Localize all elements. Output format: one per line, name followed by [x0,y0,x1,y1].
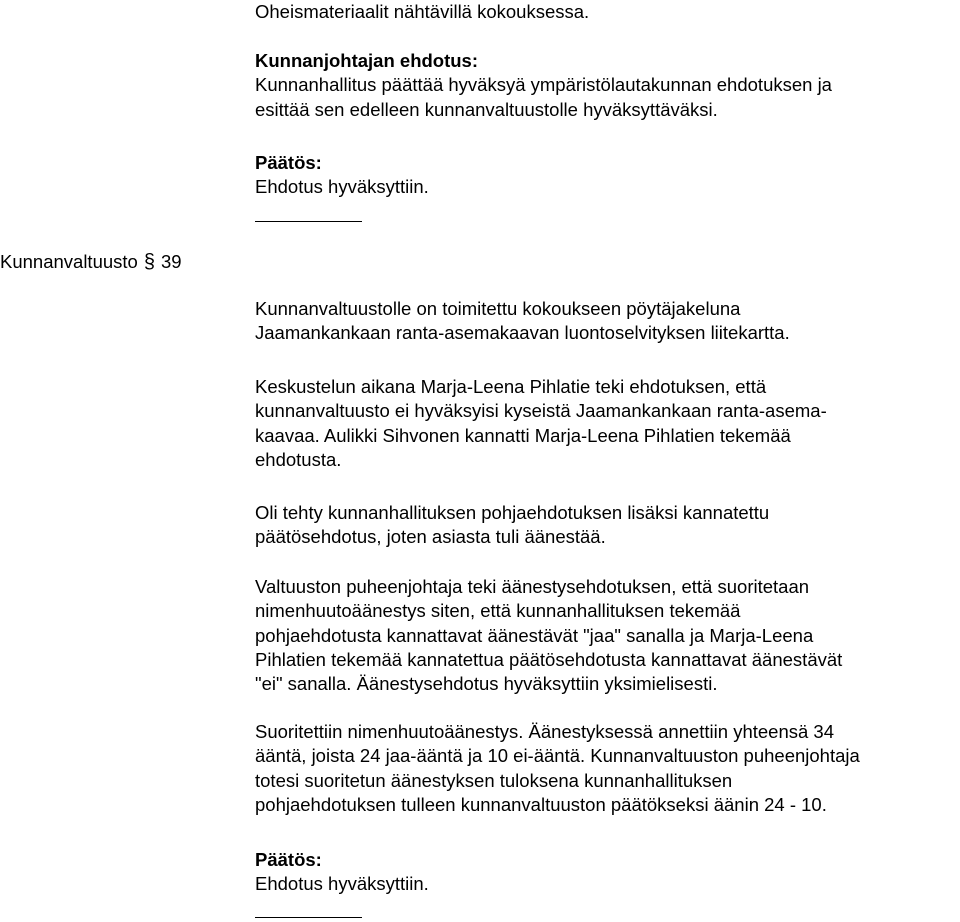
proposal-line: esittää sen edelleen kunnanvaltuustolle hyväksyttäväksi. [255,98,718,120]
proposal-heading: Kunnanjohtajan ehdotus: [255,50,479,71]
section-label [0,248,182,276]
section-body-name: Kunnanvaltuusto [0,251,138,272]
paragraph [255,501,960,550]
paragraph-line: kunnanvaltuusto ei hyväksyisi kyseistä Jaamankankaan ranta-asema- [255,400,827,422]
paragraph [255,375,960,472]
separator-rule [255,917,362,918]
decision-heading: Päätös: [255,849,322,870]
paragraph-line: pohjaehdotusta kannattavat äänestävät "jaa" sanalla ja Marja-Leena [255,624,814,646]
paragraph-line: Suoritettiin nimenhuutoäänestys. Äänestyksessä annettiin yhteensä 34 [255,721,835,742]
section-sign-icon: § [143,251,155,273]
decision-block [255,848,960,897]
paragraph-line: Jaamankankaan ranta-asemakaavan luontoselvityksen liitekartta. [255,322,790,344]
proposal-line: Kunnanhallitus päättää hyväksyä ympäristölautakunnan ehdotuksen ja [255,74,832,96]
intro-block [255,0,960,24]
decision-text: Ehdotus hyväksyttiin. [255,176,429,198]
paragraph [255,575,960,696]
paragraph-line: ehdotusta. [255,448,342,470]
separator-rule [255,221,362,222]
decision-block [255,151,960,200]
proposal-block [255,49,960,122]
paragraph-line: kaavaa. Aulikki Sihvonen kannatti Marja-Leena Pihlatien tekemää [255,424,791,446]
paragraph-line: Keskustelun aikana Marja-Leena Pihlatie teki ehdotuksen, että [255,376,767,397]
section-number: 39 [160,251,182,272]
intro-text: Oheismateriaalit nähtävillä kokouksessa. [255,1,590,22]
paragraph-line: pohjaehdotuksen tulleen kunnanvaltuuston päätökseksi äänin 24 - 10. [255,793,827,815]
paragraph [255,720,960,817]
paragraph-line: Kunnanvaltuustolle on toimitettu kokoukseen pöytäjakeluna [255,298,741,319]
decision-heading: Päätös: [255,152,322,173]
decision-text: Ehdotus hyväksyttiin. [255,873,429,895]
paragraph-line: päätösehdotus, joten asiasta tuli äänestää. [255,526,606,548]
paragraph-line: "ei" sanalla. Äänestysehdotus hyväksyttiin yksimielisesti. [255,673,718,695]
paragraph-line: ääntä, joista 24 jaa-ääntä ja 10 ei-ääntä. Kunnanvaltuuston puheenjohtaja [255,745,860,767]
paragraph-line: Pihlatien tekemää kannatettua päätösehdotusta kannattavat äänestävät [255,648,843,670]
paragraph-line: Valtuuston puheenjohtaja teki äänestysehdotuksen, että suoritetaan [255,576,810,597]
paragraph [255,297,960,346]
paragraph-line: totesi suoritetun äänestyksen tuloksena kunnanhallituksen [255,769,733,791]
paragraph-line: Oli tehty kunnanhallituksen pohjaehdotuksen lisäksi kannatettu [255,502,770,523]
paragraph-line: nimenhuutoäänestys siten, että kunnanhallituksen tekemää [255,600,741,622]
